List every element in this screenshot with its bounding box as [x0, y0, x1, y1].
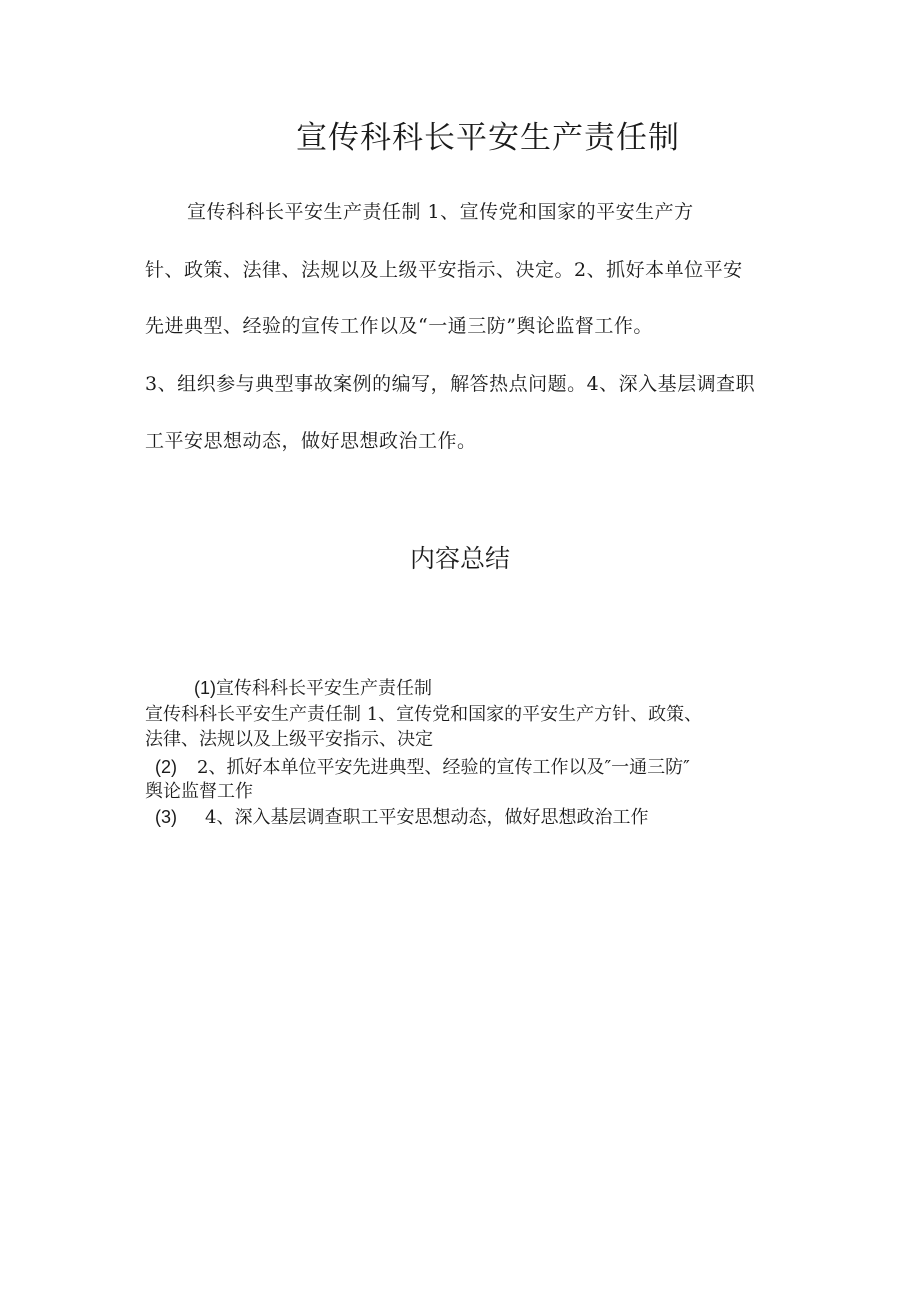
summary-item-1-heading: [194, 676, 432, 701]
body-line-2: 针、政策、法律、法规以及上级平安指示、决定。2、抓好本单位平安: [145, 259, 743, 281]
summary-item-2: [155, 755, 690, 780]
summary-item-2-number: (2): [155, 757, 177, 777]
summary-item-3-number: (3): [155, 807, 177, 827]
body-line-3: 先进典型、经验的宣传工作以及“一通三防”舆论监督工作。: [145, 315, 653, 337]
document-title: 宣传科科长平安生产责任制: [296, 120, 680, 156]
summary-item-1-title: 宣传科科长平安生产责任制: [216, 678, 432, 699]
summary-item-1-number: (1): [194, 678, 216, 698]
body-line-5: 工平安思想动态，做好思想政治工作。: [145, 430, 477, 452]
summary-heading: 内容总结: [409, 544, 510, 573]
body-line-4: 3、组织参与典型事故案例的编写，解答热点问题。4、深入基层调查职: [145, 373, 756, 395]
summary-item-2-line-1: 2、抓好本单位平安先进典型、经验的宣传工作以及″一通三防″: [197, 757, 690, 778]
body-line-1: 宣传科科长平安生产责任制 1、宣传党和国家的平安生产方: [187, 201, 694, 223]
summary-item-3: [155, 805, 648, 830]
summary-item-1-line-1: 宣传科科长平安生产责任制 1、宣传党和国家的平安生产方针、政策、: [145, 704, 703, 725]
summary-item-3-line-1: 4、深入基层调查职工平安思想动态，做好思想政治工作: [205, 807, 649, 828]
summary-item-2-line-2: 舆论监督工作: [145, 781, 253, 802]
summary-item-1-line-2: 法律、法规以及上级平安指示、决定: [145, 729, 433, 750]
